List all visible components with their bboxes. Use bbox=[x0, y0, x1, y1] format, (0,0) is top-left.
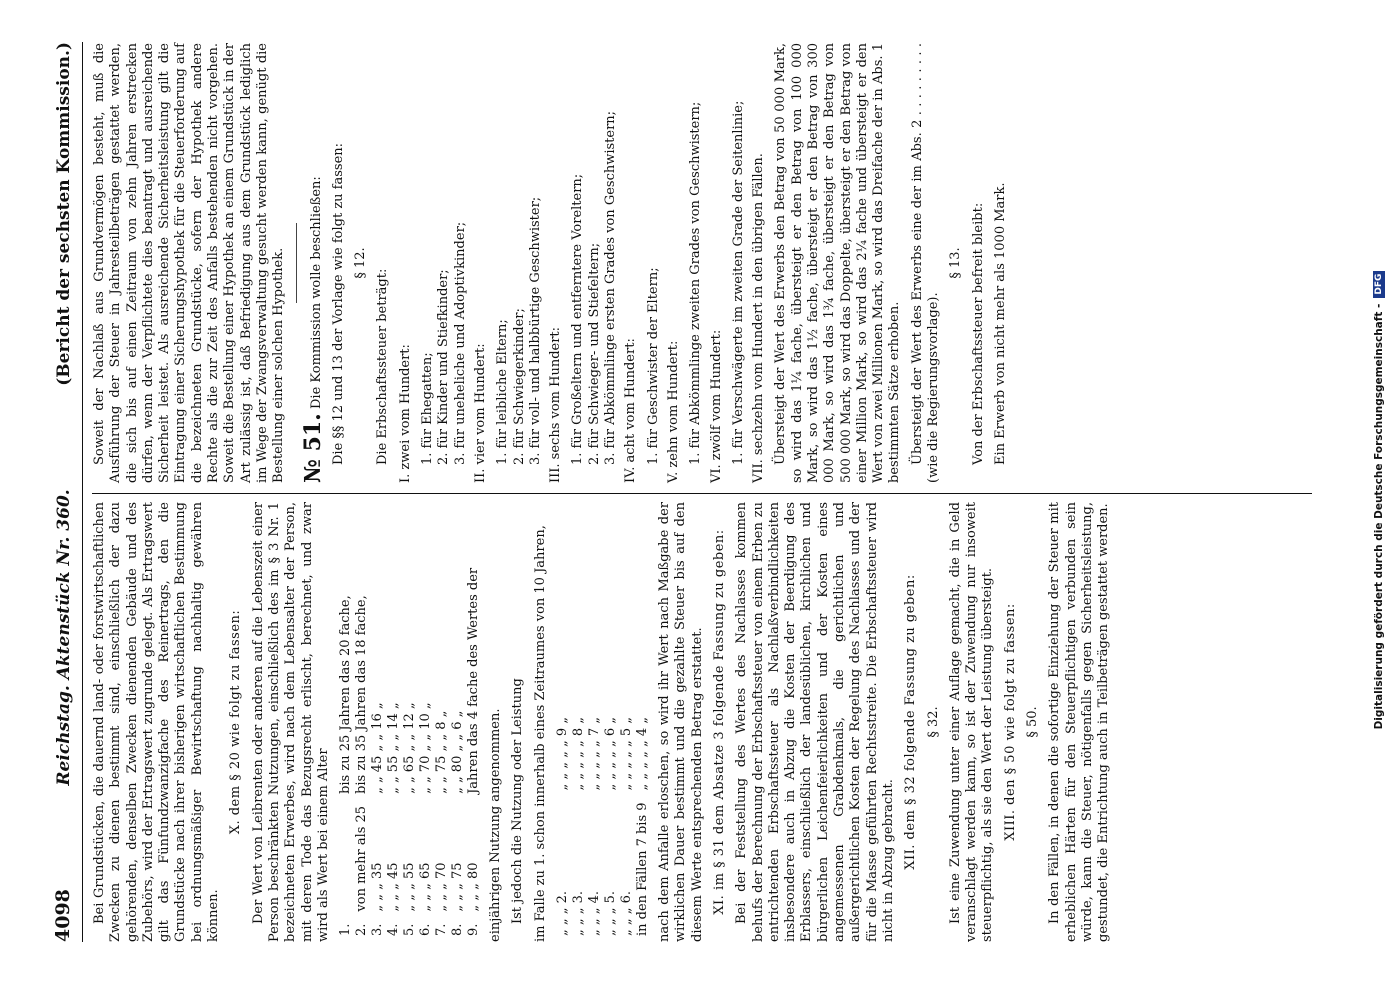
cell: „ „ „ „ „ 7 „ bbox=[587, 716, 603, 791]
right-column bbox=[92, 43, 1312, 494]
cell: von mehr als 25 bbox=[354, 805, 370, 912]
section-heading: X. dem § 20 wie folgt zu fassen: bbox=[228, 609, 244, 835]
digitization-note bbox=[1363, 0, 1395, 1000]
motion-text: Die Kommission wolle beschließen: bbox=[308, 176, 324, 409]
table-row bbox=[434, 562, 450, 942]
duration-table bbox=[555, 711, 651, 942]
class-list bbox=[420, 43, 469, 465]
cell: „ „ 80 „ „ 6 „ bbox=[450, 710, 466, 794]
cell: „ „ „ 6. bbox=[619, 890, 635, 936]
cell bbox=[338, 800, 354, 918]
paragraph: Ist eine Zuwendung unter einer Auflage gemacht, die in Geld veranschlagt werden kann, so ist der Zuwendung nur insoweit steuerpflichtig, als sie den Wert der Leistung übersteigt. bbox=[947, 502, 996, 942]
class-heading: V. zehn vom Hundert: bbox=[665, 340, 681, 483]
table-row bbox=[555, 711, 571, 942]
section-heading: XII. dem § 32 folgende Fassung zu geben: bbox=[903, 574, 919, 870]
table-row bbox=[635, 711, 651, 942]
list-item: 1. für leibliche Eltern; bbox=[495, 319, 511, 465]
list-item: 2. für Schwieger- und Stiefeltern; bbox=[586, 242, 602, 465]
paragraph: Bei der Feststellung des Wertes des Nachlasses kommen behufs der Berechnung der Erbschaftssteuer von einem Erben zu entrichtenden Erbschaftssteuer als Nachlaßverbindlichkeiten insbesondere auch in Abzug die Kosten der Beerdigung des Erblassers, einschließlich der landesüblichen, kirchlichen und bürgerlichen Leichenfeierlichkeiten und der Kosten eines angemessenen Grabdenkmals, die gerichtlichen und außergerichtlichen Kosten der Regelung des Nachlasses und der für die Masse geführten Rechtsstreite. Die Erbschaftssteuer wird nicht in Abzug gebracht. bbox=[734, 502, 896, 942]
cell: „ „ „ 70 bbox=[434, 862, 450, 912]
rotated-page bbox=[52, 42, 1322, 942]
cell: „ „ 45 „ „ 16 „ bbox=[370, 702, 386, 794]
text-columns bbox=[92, 42, 1312, 942]
motion-number: № 51. bbox=[299, 413, 326, 483]
class-list bbox=[688, 43, 704, 465]
list-item: 3. für voll- und halbbürtige Geschwister; bbox=[527, 196, 543, 465]
dfg-logo: DFG bbox=[1373, 271, 1385, 298]
cell: „ „ „ „ „ 6 „ bbox=[603, 716, 619, 791]
cell: „ „ „ 5. bbox=[603, 890, 619, 936]
class-heading: III. sechs vom Hundert: bbox=[548, 326, 564, 483]
cell: „ „ „ 45 bbox=[386, 862, 402, 912]
table-row bbox=[466, 562, 482, 942]
cell: „ „ 75 „ „ 8 „ bbox=[434, 710, 450, 794]
section-sign: § 50. bbox=[1024, 706, 1040, 738]
cell: 7. bbox=[434, 923, 450, 936]
paragraph: Ein Erwerb von nicht mehr als 1000 Mark. bbox=[992, 182, 1008, 465]
header-title: Reichstag. Aktenstück Nr. 360. bbox=[54, 489, 74, 786]
cell: „ „ „ „ „ 4 „ bbox=[635, 716, 651, 791]
list-item: 1. für Geschwister der Eltern; bbox=[645, 267, 661, 465]
cell: 9. bbox=[466, 923, 482, 936]
class-list bbox=[646, 43, 662, 465]
cell: „ „ 65 „ „ 12 „ bbox=[402, 702, 418, 794]
paragraph: im Falle zu 1. schon innerhalb eines Zeitraumes von 10 Jahren, bbox=[532, 525, 548, 942]
cell: bis zu 25 Jahren das 20 fache, bbox=[338, 595, 354, 794]
list-item: 3. für Abkömmlinge ersten Grades von Geschwistern; bbox=[603, 110, 619, 465]
table-row bbox=[603, 711, 619, 942]
cell: „ „ „ 80 bbox=[466, 862, 482, 912]
cell: „ „ „ 35 bbox=[370, 862, 386, 912]
cell: „ „ „ „ „ 8 „ bbox=[571, 716, 587, 791]
section-heading: XI. im § 31 dem Absatze 3 folgende Fassung zu geben: bbox=[711, 529, 727, 915]
paragraph: Der Wert von Leibrenten oder anderen auf die Lebenszeit einer Person beschränkten Nutzungen, einschließlich des im § 3 Nr. 1 bezeichneten Erwerbes, wird nach dem Lebensalter der Person, mit deren Tode das Bezugsrecht erlischt, berechnet, und zwar wird als Wert bei einem Alter bbox=[250, 502, 331, 942]
cell: Jahren das 4 fache des Wertes der bbox=[466, 567, 482, 794]
cell: „ „ 55 „ „ 14 „ bbox=[386, 702, 402, 794]
class-heading: I. zwei vom Hundert: bbox=[397, 344, 413, 483]
section-sign: § 13. bbox=[948, 247, 964, 279]
cell: in den Fällen 7 bis 9 bbox=[635, 802, 651, 936]
table-row bbox=[587, 711, 603, 942]
paragraph: Bei Grundstücken, die dauernd land- oder forstwirtschaftlichen Zwecken zu dienen bestimmt sind, einschließlich der dazu gehörenden, denselben Zwecken dienenden Gebäude und des Zubehörs, wird der Ertragswert zugrunde gelegt. Als Ertragswert gilt das Fünfundzwanzigfache des Reinertrags, den die Grundstücke nach ihrer bisherigen wirtschaftlichen Bestimmung bei ordnungsmäßiger Bewirtschaftung nachhaltig gewähren können. bbox=[92, 502, 222, 942]
table-row bbox=[370, 562, 386, 942]
running-header bbox=[52, 42, 83, 942]
section-sign: § 12. bbox=[353, 247, 369, 279]
cell: „ „ „ 4. bbox=[587, 890, 603, 936]
class-list bbox=[570, 43, 619, 465]
class-list bbox=[731, 43, 747, 465]
list-item: 1. für Abkömmlinge zweiten Grades von Geschwistern; bbox=[688, 101, 704, 465]
table-row bbox=[619, 711, 635, 942]
paragraph: Ist jedoch die Nutzung oder Leistung bbox=[510, 678, 526, 924]
paragraph: nach dem Anfalle erloschen, so wird ihr Wert nach Maßgabe der wirklichen Dauer bestimmt und die gezahlte Steuer bis auf den diesem Werte entsprechenden Betrag erstattet. bbox=[657, 502, 705, 942]
list-item: 2. für Kinder und Stiefkinder; bbox=[436, 269, 452, 465]
cell: 5. bbox=[402, 923, 418, 936]
cell: „ „ „ 3. bbox=[571, 890, 587, 936]
table-row bbox=[402, 562, 418, 942]
table-row bbox=[571, 711, 587, 942]
table-row bbox=[338, 562, 354, 942]
paragraph: Die §§ 12 und 13 der Vorlage wie folgt zu fassen: bbox=[330, 142, 346, 465]
age-table bbox=[338, 562, 482, 942]
cell: „ „ „ 2. bbox=[555, 890, 571, 936]
digitization-margin bbox=[1351, 0, 1383, 1000]
cell: „ „ „ 75 bbox=[450, 862, 466, 912]
cell: 2. bbox=[354, 923, 370, 936]
list-item: 1. für Ehegatten; bbox=[420, 352, 436, 465]
digitization-credit: Digitalisierung gefördert durch die Deutsche Forschungsgemeinschaft - bbox=[1373, 303, 1385, 730]
cell: 6. bbox=[418, 923, 434, 936]
header-report: (Bericht der sechsten Kommission.) bbox=[54, 42, 74, 386]
class-heading: VI. zwölf vom Hundert: bbox=[708, 329, 724, 483]
cell: „ „ „ „ „ 9 „ bbox=[555, 716, 571, 791]
list-item: 2. für Schwiegerkinder; bbox=[511, 308, 527, 465]
paragraph: Die Erbschaftssteuer beträgt: bbox=[375, 268, 391, 465]
paragraph: einjährigen Nutzung angenommen. bbox=[488, 708, 504, 942]
list-item: 1. für Verschwägerte im zweiten Grade der Seitenlinie; bbox=[730, 100, 746, 465]
cell: „ „ „ „ „ 5 „ bbox=[619, 716, 635, 791]
table-row bbox=[450, 562, 466, 942]
class-heading: IV. acht vom Hundert: bbox=[623, 338, 639, 483]
paragraph: Übersteigt der Wert des Erwerbs eine der im Abs. 2 . . . . . . . . . (wie die Regierungsvorlage). bbox=[909, 43, 942, 483]
paragraph: Soweit der Nachlaß aus Grundvermögen besteht, muß die Ausführung der Steuer in Jahresteilbeträgen gestattet werden, die sich bis auf einen Zeitraum von zehn Jahren erstrecken dürfen, wenn der Verpflichtete dies beantragt und ausreichende Sicherheit leistet. Als ausreichende Sicherheitsleistung gilt die Eintragung einer Sicherungshypothek für die Steuerforderung auf die bezeichneten Grundstücke, sofern der Hypothek andere Rechte als die zur Zeit des Anfalls bestehenden nicht vorgehen. Soweit die Bestellung einer Hypothek an einem Grundstück in der Art zulässig ist, daß Befriedigung aus dem Grundstück lediglich im Wege der Zwangsverwaltung gesucht werden kann, genügt die Bestellung einer solchen Hypothek. bbox=[92, 43, 287, 483]
cell: bis zu 35 Jahren das 18 fache, bbox=[354, 595, 370, 794]
list-item: 1. für Großeltern und entferntere Voreltern; bbox=[570, 173, 586, 465]
left-column bbox=[92, 502, 1312, 942]
list-item: 3. für uneheliche und Adoptivkinder; bbox=[452, 221, 468, 465]
table-row bbox=[386, 562, 402, 942]
cell: 3. bbox=[370, 923, 386, 936]
class-heading: VII. sechzehn vom Hundert in den übrigen Fällen. bbox=[751, 153, 767, 483]
paragraph: Von der Erbschaftssteuer befreit bleibt: bbox=[970, 202, 986, 465]
paragraph: In den Fällen, in denen die sofortige Einziehung der Steuer mit erheblichen Härten für den Steuerpflichtigen verbunden sein würde, kann die Steuer, nötigenfalls gegen Sicherheitsleistung, gestundet, die Entrichtung auch in Teilbeträgen gestattet werden. bbox=[1047, 502, 1112, 942]
cell: 4. bbox=[386, 923, 402, 936]
page-number: 4098 bbox=[52, 889, 74, 942]
cell: „ „ „ 65 bbox=[418, 862, 434, 912]
table-row bbox=[418, 562, 434, 942]
cell: 1. bbox=[338, 923, 354, 936]
class-list bbox=[495, 43, 544, 465]
paragraph: Übersteigt der Wert des Erwerbs den Betrag von 50 000 Mark, so wird das 1¼ fache, übersteigt er den Betrag von 100 000 Mark, so wird das 1½ fache, übersteigt er den Betrag von 300 000 Mark, so wird das 1¾ fache, übersteigt er den Betrag von 500 000 Mark, so wird das Doppelte, übersteigt er den Betrag von einer Million Mark, so wird das 2¼ fache und übersteigt er den Wert von zwei Millionen Mark, so wird das Dreifache der in Abs. 1 bestimmten Sätze erhoben. bbox=[773, 43, 903, 483]
section-heading: XIII. den § 50 wie folgt zu fassen: bbox=[1002, 603, 1018, 841]
section-sign: § 32. bbox=[925, 706, 941, 738]
separator-rule bbox=[296, 223, 297, 303]
page-content bbox=[52, 42, 1322, 942]
table-row bbox=[354, 562, 370, 942]
class-heading: II. vier vom Hundert: bbox=[472, 343, 488, 483]
cell: 8. bbox=[450, 923, 466, 936]
cell: „ „ „ 55 bbox=[402, 862, 418, 912]
cell: „ „ 70 „ „ 10 „ bbox=[418, 702, 434, 794]
